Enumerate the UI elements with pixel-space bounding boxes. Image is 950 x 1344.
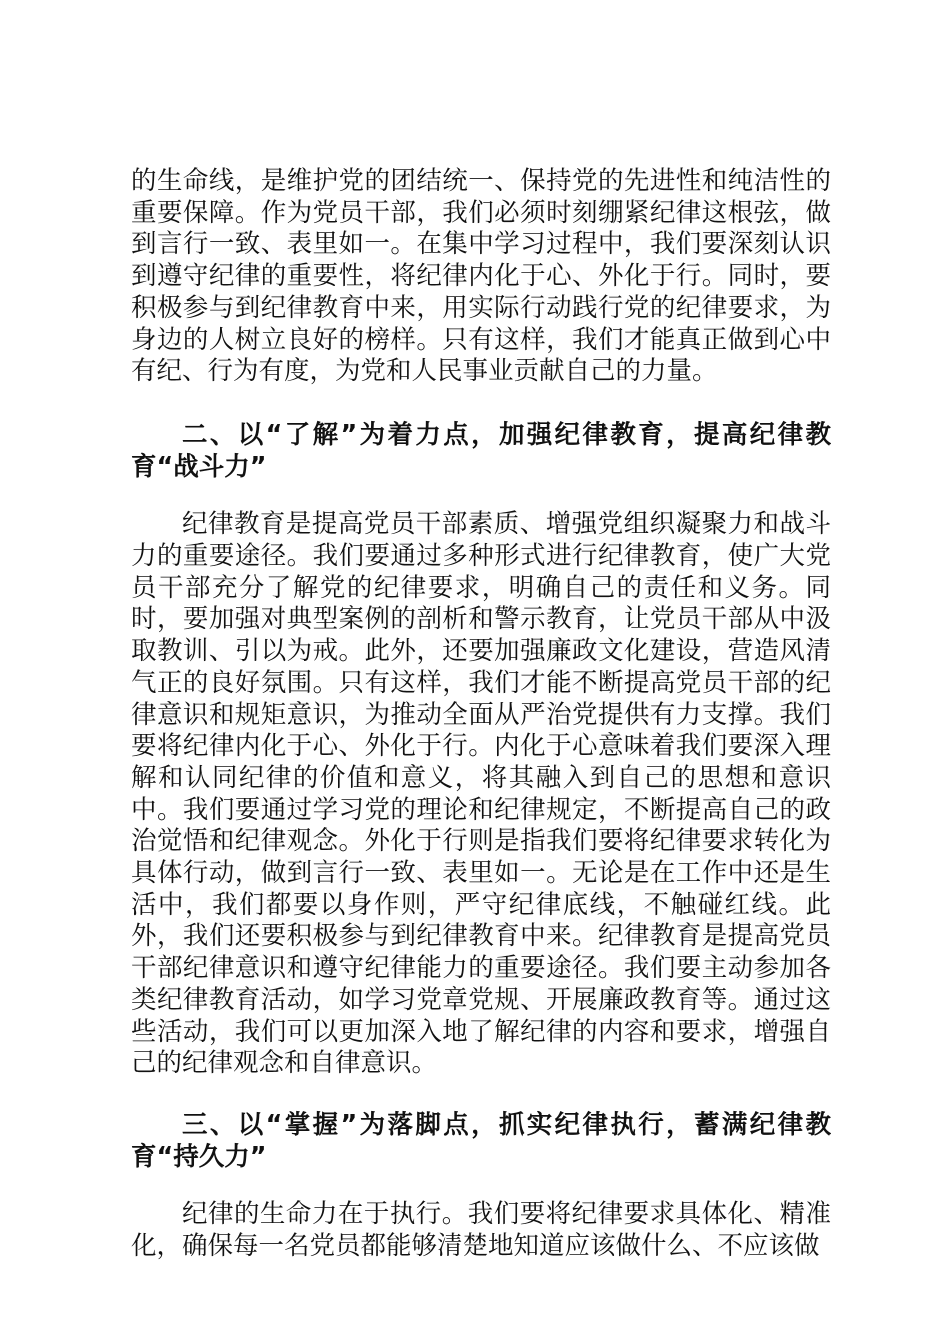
document-page [131, 166, 831, 1263]
paragraph-section-2: 纪律教育是提高党员干部素质、增强党组织凝聚力和战斗力的重要途径。我们要通过多种形式进行纪律教育，使广大党员干部充分了解党的纪律要求，明确自己的责任和义务。同时，要加强对典型案例的剖析和警示教育，让党员干部从中汲取教训、引以为戒。此外，还要加强廉政文化建设，营造风清气正的良好氛围。只有这样，我们才能不断提高党员干部的纪律意识和规矩意识，为推动全面从严治党提供有力支撑。我们要将纪律内化于心、外化于行。内化于心意味着我们要深入理解和认同纪律的价值和意义，将其融入到自己的思想和意识中。我们要通过学习党的理论和纪律规定，不断提高自己的政治觉悟和纪律观念。外化于行则是指我们要将纪律要求转化为具体行动，做到言行一致、表里如一。无论是在工作中还是生活中，我们都要以身作则，严守纪律底线，不触碰红线。此外，我们还要积极参与到纪律教育中来。纪律教育是提高党员干部纪律意识和遵守纪律能力的重要途径。我们要主动参加各类纪律教育活动，如学习党章党规、开展廉政教育等。通过这些活动，我们可以更加深入地了解纪律的内容和要求，增强自己的纪律观念和自律意识。 [131, 509, 831, 1079]
paragraph-continuation: 的生命线，是维护党的团结统一、保持党的先进性和纯洁性的重要保障。作为党员干部，我们必须时刻绷紧纪律这根弦，做到言行一致、表里如一。在集中学习过程中，我们要深刻认识到遵守纪律的重要性，将纪律内化于心、外化于行。同时，要积极参与到纪律教育中来，用实际行动践行党的纪律要求，为身边的人树立良好的榜样。只有这样，我们才能真正做到心中有纪、行为有度，为党和人民事业贡献自己的力量。 [131, 166, 831, 387]
paragraph-section-3: 纪律的生命力在于执行。我们要将纪律要求具体化、精准化，确保每一名党员都能够清楚地知道应该做什么、不应该做 [131, 1199, 831, 1262]
section-heading-2: 二、以“了解”为着力点，加强纪律教育，提高纪律教育“战斗力” [131, 419, 831, 482]
section-heading-3: 三、以“掌握”为落脚点，抓实纪律执行，蓄满纪律教育“持久力” [131, 1109, 831, 1172]
spacer [131, 388, 831, 420]
spacer [131, 1173, 831, 1199]
spacer [131, 483, 831, 509]
spacer [131, 1080, 831, 1110]
